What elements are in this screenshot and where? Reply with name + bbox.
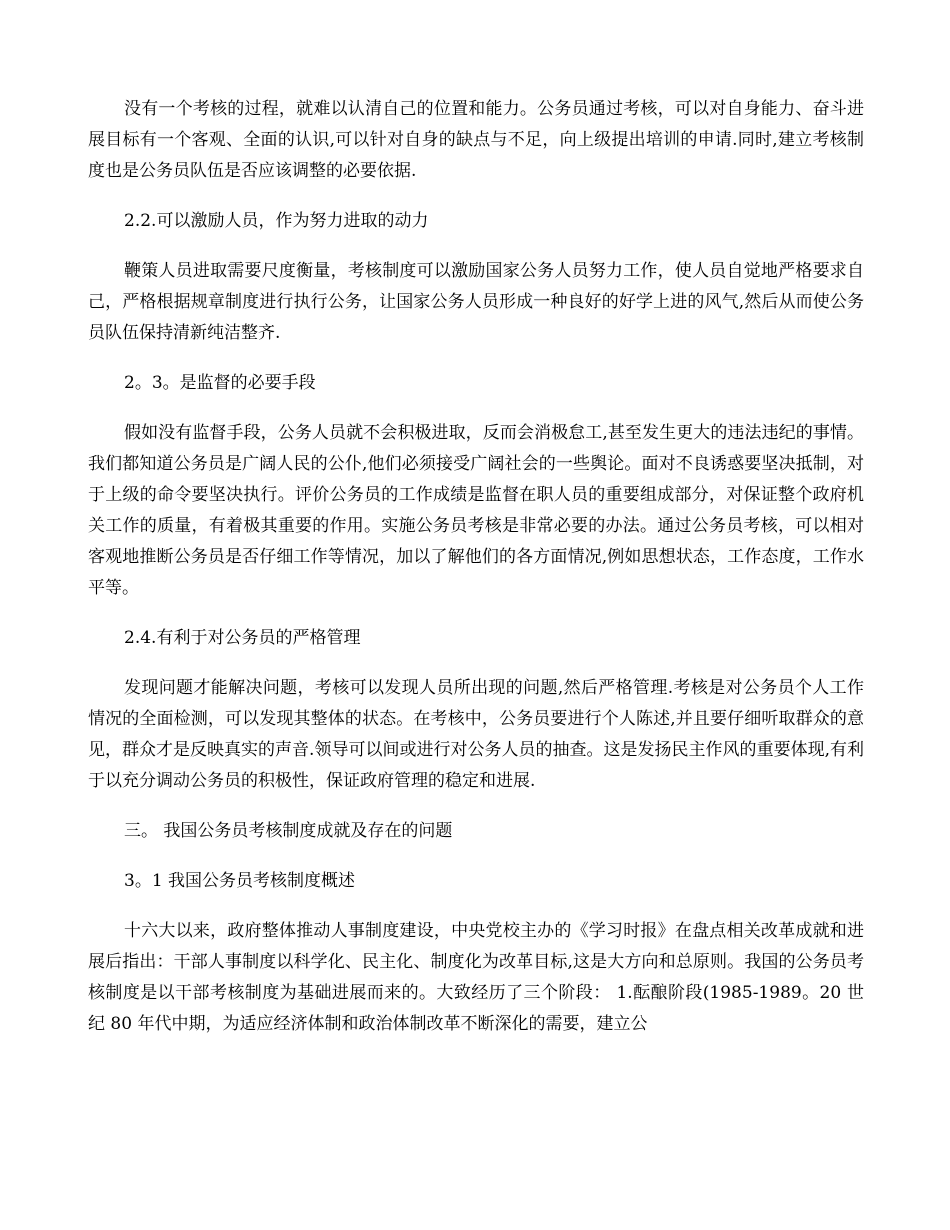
paragraph-supervision: 假如没有监督手段，公务人员就不会积极进取，反而会消极怠工,甚至发生更大的违法违纪的事情。我们都知道公务员是广阔人民的公仆,他们必须接受广阔社会的一些舆论。面对不良诱惑要坚决抵制，对于上级的命令要坚决执行。评价公务员的工作成绩是监督在职人员的重要组成部分，对保证整个政府机关工作的质量，有着极其重要的作用。实施公务员考核是非常必要的办法。通过公务员考核，可以相对客观地推断公务员是否仔细工作等情况，加以了解他们的各方面情况,例如思想状态，工作态度，工作水平等。 bbox=[88, 423, 864, 598]
section-heading-2-4: 2.4.有利于对公务员的严格管理 bbox=[124, 628, 361, 648]
chapter-heading-3: 三。 我国公务员考核制度成就及存在的问题 bbox=[124, 821, 453, 841]
paragraph-strict-management: 发现问题才能解决问题，考核可以发现人员所出现的问题,然后严格管理.考核是对公务员个人工作情况的全面检测，可以发现其整体的状态。在考核中，公务员要进行个人陈述,并且要仔细听取群众的意见，群众才是反映真实的声音.领导可以间或进行对公务人员的抽查。这是发扬民主作风的重要体现,有利于以充分调动公务员的积极性，保证政府管理的稳定和进展. bbox=[88, 678, 864, 791]
paragraph-motivation: 鞭策人员进取需要尺度衡量，考核制度可以激励国家公务人员努力工作，使人员自觉地严格要求自己，严格根据规章制度进行执行公务，让国家公务人员形成一种良好的好学上进的风气,然后从而使公务员队伍保持清新纯洁整齐. bbox=[88, 261, 864, 343]
section-heading-2-3: 2。3。是监督的必要手段 bbox=[124, 373, 316, 393]
section-heading-3-1: 3。1 我国公务员考核制度概述 bbox=[124, 871, 356, 891]
document-body bbox=[88, 94, 864, 1059]
paragraph-assessment-purpose: 没有一个考核的过程，就难以认清自己的位置和能力。公务员通过考核，可以对自身能力、奋斗进展目标有一个客观、全面的认识,可以针对自身的缺点与不足，向上级提出培训的申请.同时,建立考核制度也是公务员队伍是否应该调整的必要依据. bbox=[88, 99, 864, 181]
paragraph-overview: 十六大以来，政府整体推动人事制度建设，中央党校主办的《学习时报》在盘点相关改革成就和进展后指出：干部人事制度以科学化、民主化、制度化为改革目标,这是大方向和总原则。我国的公务员考核制度是以干部考核制度为基础进展而来的。大致经历了三个阶段： 1.酝酿阶段(1985-1989。20 世纪 80 年代中期，为适应经济体制和政治体制改革不断深化的需要，建立公 bbox=[88, 921, 864, 1034]
section-heading-2-2: 2.2.可以激励人员，作为努力进取的动力 bbox=[124, 211, 429, 231]
